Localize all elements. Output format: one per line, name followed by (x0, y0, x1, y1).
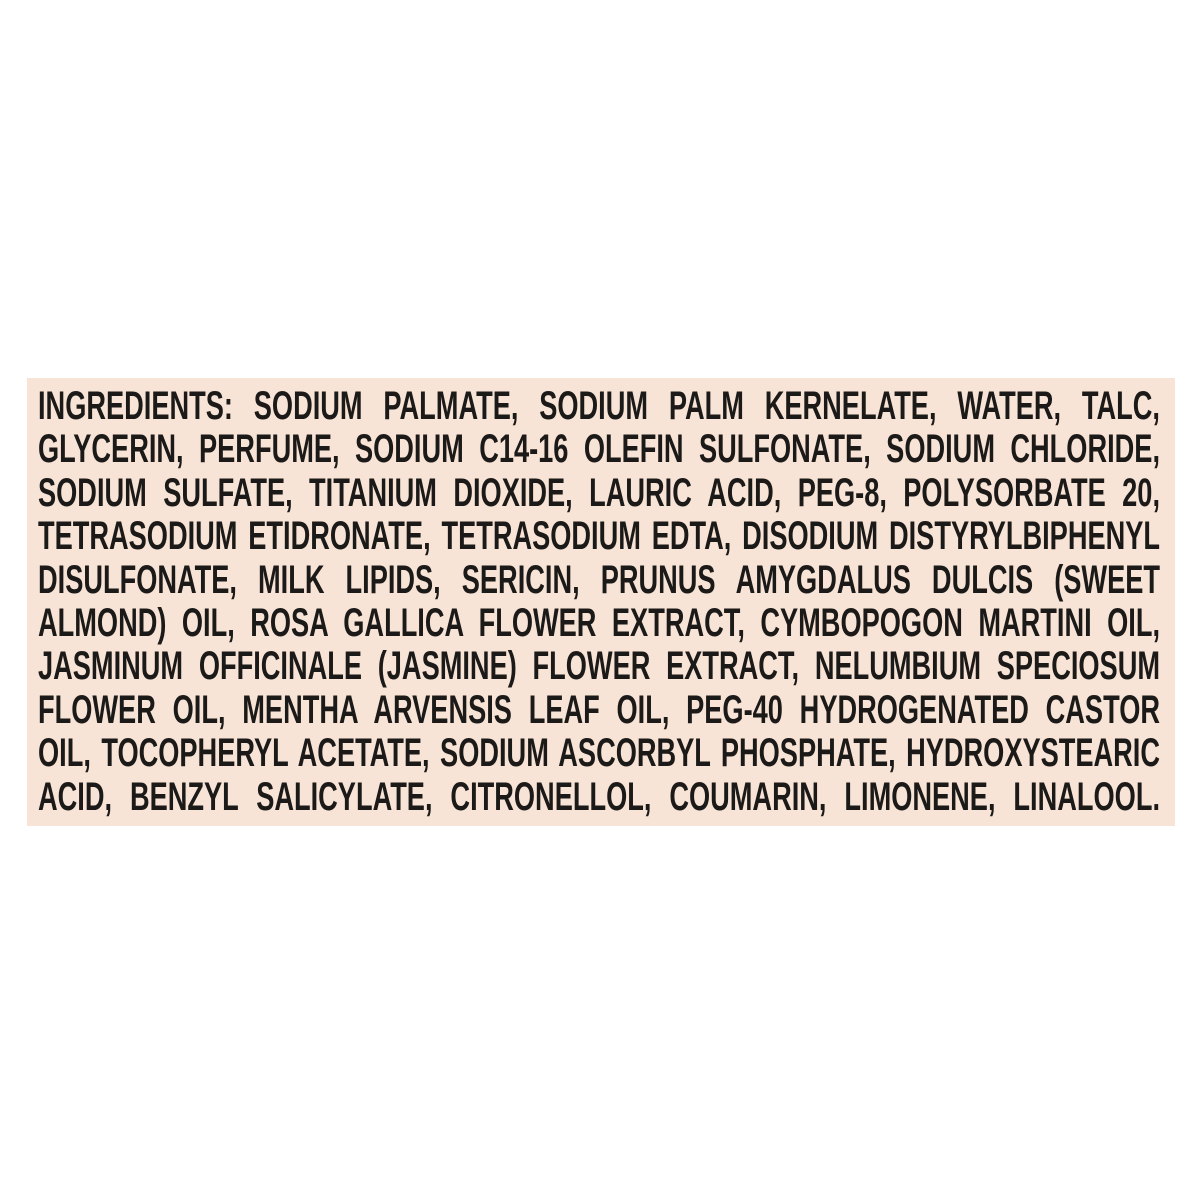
ingredients-line (38, 385, 1160, 428)
ingredients-line: GLYCERIN, PERFUME, SODIUM C14-16 OLEFIN SULFONATE, SODIUM CHLORIDE, (38, 427, 1160, 472)
ingredients-line: DISULFONATE, MILK LIPIDS, SERICIN, PRUNUS AMYGDALUS DULCIS (SWEET (38, 557, 1160, 602)
ingredients-line-text: SODIUM PALMATE, SODIUM PALM KERNELATE, WATER, TALC, (253, 384, 1160, 428)
ingredients-line: ACID, BENZYL SALICYLATE, CITRONELLOL, COUMARIN, LIMONENE, LINALOOL. (38, 774, 1160, 819)
ingredients-heading: INGREDIENTS: (38, 384, 233, 428)
ingredients-line: FLOWER OIL, MENTHA ARVENSIS LEAF OIL, PEG-40 HYDROGENATED CASTOR (38, 687, 1160, 732)
ingredients-line: OIL, TOCOPHERYL ACETATE, SODIUM ASCORBYL PHOSPHATE, HYDROXYSTEARIC (38, 731, 1160, 776)
ingredients-line: ALMOND) OIL, ROSA GALLICA FLOWER EXTRACT, CYMBOPOGON MARTINI OIL, (38, 601, 1160, 646)
ingredients-line: JASMINUM OFFICINALE (JASMINE) FLOWER EXTRACT, NELUMBIUM SPECIOSUM (38, 644, 1160, 689)
ingredients-line: TETRASODIUM ETIDRONATE, TETRASODIUM EDTA, DISODIUM DISTYRYLBIPHENYL (38, 514, 1160, 559)
ingredients-label-panel (27, 378, 1175, 826)
ingredients-text-block (38, 385, 1160, 819)
ingredients-line: SODIUM SULFATE, TITANIUM DIOXIDE, LAURIC ACID, PEG-8, POLYSORBATE 20, (38, 470, 1160, 515)
